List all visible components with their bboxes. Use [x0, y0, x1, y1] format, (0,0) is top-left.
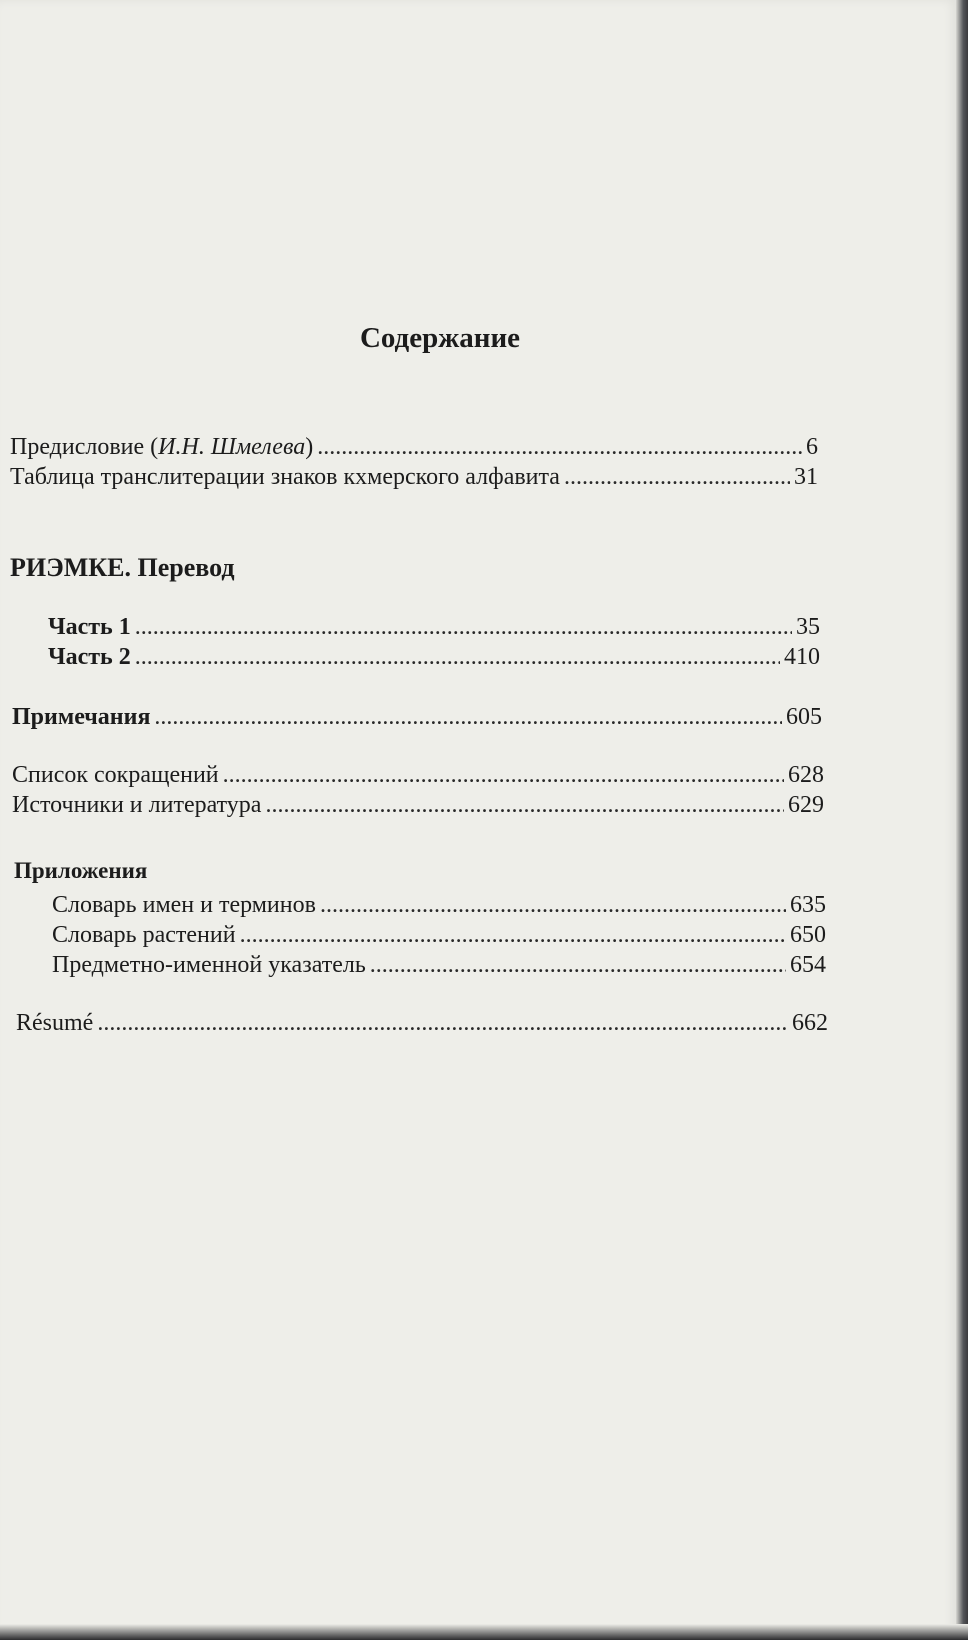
toc-entry-label: Résumé [16, 1010, 94, 1036]
toc-leader-dots [320, 890, 786, 920]
toc-page-number: 654 [790, 952, 826, 978]
toc-entry-label: Часть 1 [48, 614, 131, 640]
toc-entry-part-1 [48, 612, 820, 642]
toc-entry-notes [12, 702, 822, 732]
section-heading-translation: РИЭМКЕ. Перевод [10, 553, 235, 582]
toc-entry-label: Таблица транслитерации знаков кхмерского алфавита [10, 464, 560, 490]
toc-entry-glossary [52, 890, 826, 920]
toc-entry-label: Словарь растений [52, 922, 236, 948]
toc-leader-dots [265, 790, 784, 820]
toc-entry-label: Источники и литература [12, 792, 262, 818]
toc-page-number: 635 [790, 892, 826, 918]
toc-leader-dots [564, 462, 790, 492]
toc-entry-label: Список сокращений [12, 762, 219, 788]
toc-leader-dots [317, 432, 802, 462]
toc-page-number: 650 [790, 922, 826, 948]
toc-entry-author: И.Н. Шмелева [158, 434, 306, 460]
toc-page-number: 35 [796, 614, 820, 640]
toc-leader-dots [97, 1008, 788, 1038]
toc-entry-preface [10, 432, 818, 462]
toc-entry-label: Словарь имен и терминов [52, 892, 316, 918]
toc-leader-dots [135, 612, 792, 642]
toc-page-number: 31 [794, 464, 818, 490]
toc-entry-abbreviations [12, 760, 824, 790]
toc-entry-sources [12, 790, 824, 820]
page-title: Содержание [359, 322, 521, 354]
page-bottom-edge [0, 1624, 968, 1640]
toc-leader-dots [154, 702, 782, 732]
toc-page-number: 410 [784, 644, 820, 670]
toc-entry-resume [16, 1008, 828, 1038]
toc-leader-dots [240, 920, 786, 950]
toc-leader-dots [370, 950, 786, 980]
page-edge-shadow [956, 0, 968, 1640]
toc-entry-transliteration [10, 462, 818, 492]
toc-page-number: 629 [788, 792, 824, 818]
toc-leader-dots [223, 760, 784, 790]
toc-entry-label: Часть 2 [48, 644, 131, 670]
toc-entry-label: Примечания [12, 704, 151, 730]
toc-page-number: 662 [792, 1010, 828, 1036]
toc-entry-label: Предисловие (И.Н. Шмелева) [10, 434, 314, 460]
toc-page-number: 628 [788, 762, 824, 788]
section-heading-appendices: Приложения [14, 858, 148, 883]
toc-entry-plants [52, 920, 826, 950]
toc-entry-index [52, 950, 826, 980]
toc-entry-part-2 [48, 642, 820, 672]
toc-entry-label: Предметно-именной указатель [52, 952, 366, 978]
toc-page-number: 605 [786, 704, 822, 730]
toc-leader-dots [135, 642, 780, 672]
toc-page-number: 6 [806, 434, 818, 460]
